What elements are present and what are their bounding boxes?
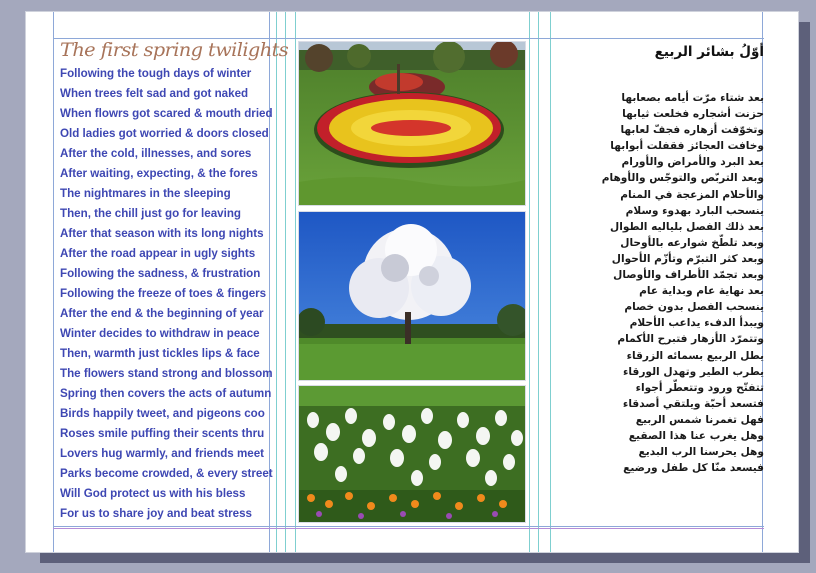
english-poem-line: When trees felt sad and got naked bbox=[60, 87, 249, 100]
english-poem-line: Roses smile puffing their scents thru bbox=[60, 427, 265, 440]
arabic-poem-line: فيسعد منّا كل طفل ورضيع bbox=[623, 462, 764, 475]
english-poem-line: Then, the chill just go for leaving bbox=[60, 207, 242, 220]
arabic-poem-line: يطرب الطير وتهدل الورقاء bbox=[623, 365, 764, 378]
english-poem-line: When flowrs got scared & mouth dried bbox=[60, 107, 273, 120]
guide-line bbox=[538, 12, 539, 552]
arabic-poem-line: بعد ذلك الفصل بلياليه الطوال bbox=[610, 220, 764, 233]
arabic-poem-lines bbox=[544, 90, 764, 476]
english-poem-line: For us to share joy and beat stress bbox=[60, 507, 252, 520]
english-poem-title: The first spring twilights bbox=[60, 39, 289, 61]
arabic-poem-line: والأحلام المزعجة في المنام bbox=[620, 188, 764, 201]
arabic-poem-line: وهل يغرب عنا هذا الصقيع bbox=[628, 429, 764, 442]
english-poem-line: Birds happily tweet, and pigeons coo bbox=[60, 407, 265, 420]
guide-line bbox=[53, 12, 54, 552]
arabic-poem-line: وبعد التربّص والتوجّس والأوهام bbox=[601, 172, 764, 185]
arabic-poem-line: بعد شتاء مرّت أيامه بصعابها bbox=[621, 92, 764, 104]
arabic-poem-line: فهل تغمرنا شمس الربيع bbox=[635, 413, 764, 426]
english-poem-line: Spring then covers the acts of autumn bbox=[60, 387, 272, 400]
arabic-poem-line: حزنت أشجاره فخلعت ثيابها bbox=[622, 108, 764, 121]
english-poem-line: After the end & the beginning of year bbox=[60, 307, 264, 320]
arabic-poem-line: فتسعد أحبّة ويلتقي أصدقاء bbox=[622, 397, 764, 410]
arabic-poem-line: وبعد كثر التبرّم وتأزّم الأحوال bbox=[611, 252, 764, 265]
arabic-poem-line: ينسحب الفصل بدون خصام bbox=[624, 301, 764, 314]
guide-line bbox=[529, 12, 530, 552]
english-poem-line: Following the tough days of winter bbox=[60, 67, 252, 80]
english-poem-line: Parks become crowded, & every street bbox=[60, 467, 273, 480]
arabic-poem-line: يطل الربيع بسمائه الزرقاء bbox=[626, 349, 764, 362]
english-poem-line: Then, warmth just tickles lips & face bbox=[60, 347, 260, 360]
english-poem-lines bbox=[56, 64, 300, 524]
flowerbed-photo bbox=[299, 42, 525, 205]
arabic-poem-line: وبعد تجمّد الأطراف والأوصال bbox=[613, 269, 764, 282]
arabic-poem-line: تتفتّح ورود وتتعطّر أجواء bbox=[635, 381, 764, 394]
english-poem bbox=[56, 38, 300, 528]
english-poem-line: Winter decides to withdraw in peace bbox=[60, 327, 260, 340]
english-poem-line: The nightmares in the sleeping bbox=[60, 187, 231, 200]
arabic-poem-line: ينسحب البارد بهدوء وسلام bbox=[625, 204, 764, 217]
document-page bbox=[26, 12, 798, 552]
arabic-poem-line: وخافت العجائز فقفلت أبوابها bbox=[610, 140, 764, 153]
white-tulips-photo bbox=[299, 386, 525, 522]
english-poem-line: After the cold, illnesses, and sores bbox=[60, 147, 252, 160]
english-poem-line: Following the freeze of toes & fingers bbox=[60, 287, 267, 300]
arabic-poem-line: وهل يحرسنا الرب البديع bbox=[638, 446, 764, 459]
arabic-poem-line: وتخوّفت أزهاره فجفّ لعابها bbox=[620, 124, 764, 137]
english-poem-line: Following the sadness, & frustration bbox=[60, 267, 261, 280]
arabic-poem-title: أوّلُ بشائر الربيع bbox=[654, 44, 764, 60]
arabic-poem-line: وتتمرّد الأزهار فتبرح الأكمام bbox=[617, 333, 764, 346]
blossom-tree-photo bbox=[299, 212, 525, 380]
guide-line bbox=[53, 528, 764, 529]
english-poem-line: After waiting, expecting, & the fores bbox=[60, 167, 258, 180]
english-poem-line: The flowers stand strong and blossom bbox=[60, 367, 273, 380]
arabic-poem-line: ويبدأ الدفء يداعب الأحلام bbox=[629, 317, 764, 330]
arabic-poem-line: وبعد تلطّخ شوارعه بالأوحال bbox=[620, 236, 764, 249]
english-poem-line: Will God protect us with his bless bbox=[60, 487, 246, 500]
english-poem-line: After that season with its long nights bbox=[60, 227, 264, 240]
english-poem-line: After the road appear in ugly sights bbox=[60, 247, 256, 260]
arabic-poem bbox=[544, 42, 764, 522]
english-poem-line: Lovers hug warmly, and friends meet bbox=[60, 447, 265, 460]
english-poem-line: Old ladies got worried & doors closed bbox=[60, 127, 269, 140]
arabic-poem-line: بعد نهاية عام وبداية عام bbox=[639, 285, 764, 298]
arabic-poem-line: بعد البرد والأمراض والأورام bbox=[621, 156, 764, 169]
